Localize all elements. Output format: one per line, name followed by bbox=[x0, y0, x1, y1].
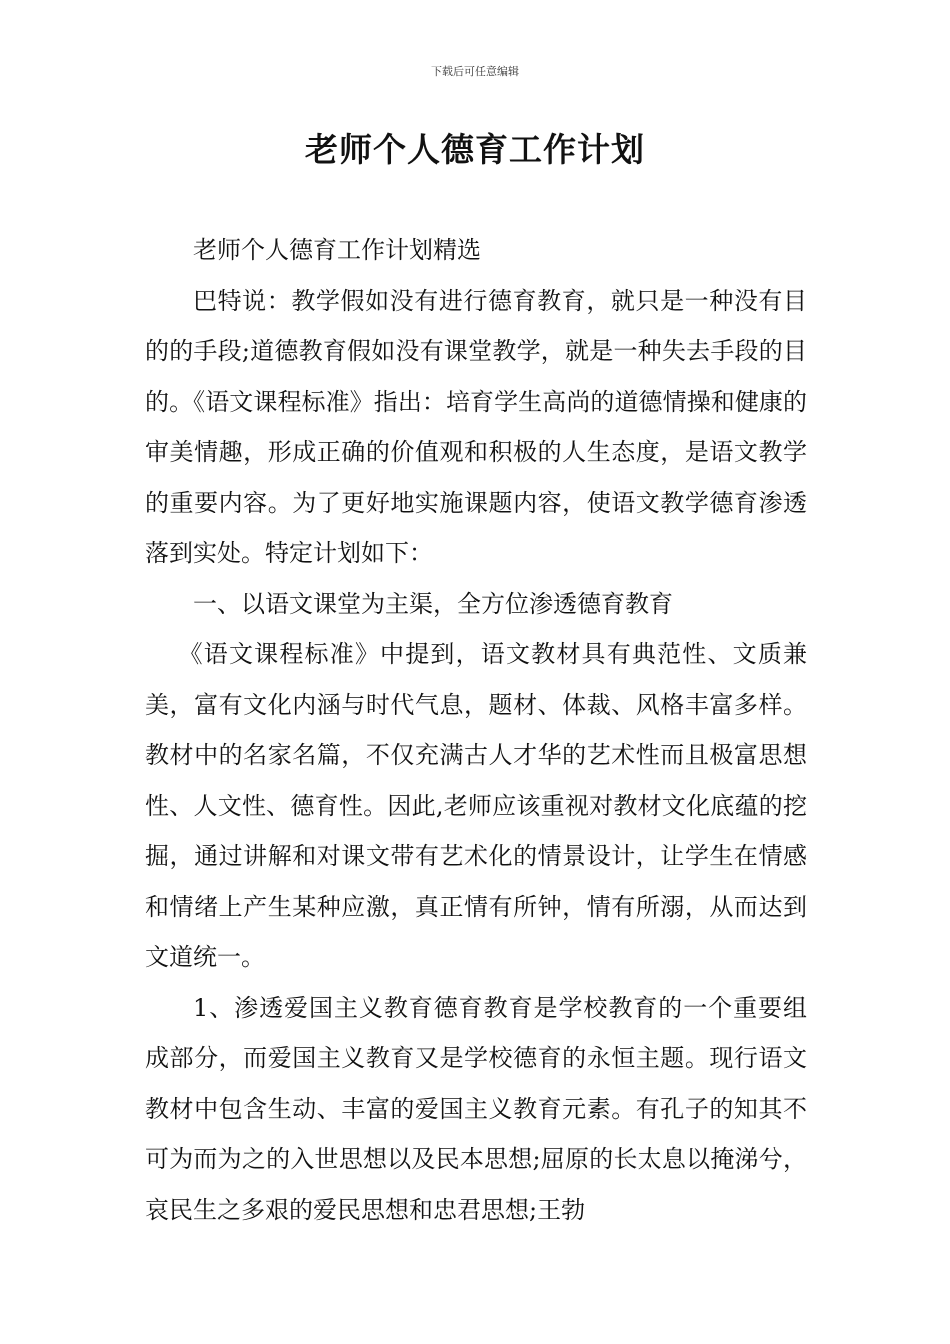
body-paragraph: 《语文课程标准》中提到，语文教材具有典范性、文质兼美，富有文化内涵与时代气息，题材、体裁、风格丰富多样。教材中的名家名篇，不仅充满古人才华的艺术性而且极富思想性、人文性、德育性。因此,老师应该重视对教材文化底蕴的挖掘，通过讲解和对课文带有艺术化的情景设计，让学生在情感和情绪上产生某种应激，真正情有所钟，情有所溺，从而达到文道统一。 bbox=[145, 640, 807, 971]
section-heading: 一、以语文课堂为主渠，全方位渗透德育教育 bbox=[193, 589, 673, 618]
body-paragraph: 1、渗透爱国主义教育德育教育是学校教育的一个重要组成部分，而爱国主义教育又是学校德育的永恒主题。现行语文教材中包含生动、丰富的爱国主义教育元素。有孔子的知其不可为而为之的入世思想以及民本思想;屈原的长太息以掩涕兮，哀民生之多艰的爱民思想和忠君思想;王勃 bbox=[145, 993, 807, 1224]
subtitle-paragraph: 老师个人德育工作计划精选 bbox=[193, 236, 481, 264]
document-body bbox=[145, 225, 807, 1235]
document-title: 老师个人德育工作计划 bbox=[305, 130, 645, 169]
intro-paragraph: 巴特说：教学假如没有进行德育教育，就只是一种没有目的的手段;道德教育假如没有课堂教学，就是一种失去手段的目的。《语文课程标准》指出：培育学生高尚的道德情操和健康的审美情趣，形成正确的价值观和积极的人生态度，是语文教学的重要内容。为了更好地实施课题内容，使语文教学德育渗透落到实处。特定计划如下： bbox=[145, 286, 807, 567]
header-note: 下载后可任意编辑 bbox=[431, 65, 519, 78]
